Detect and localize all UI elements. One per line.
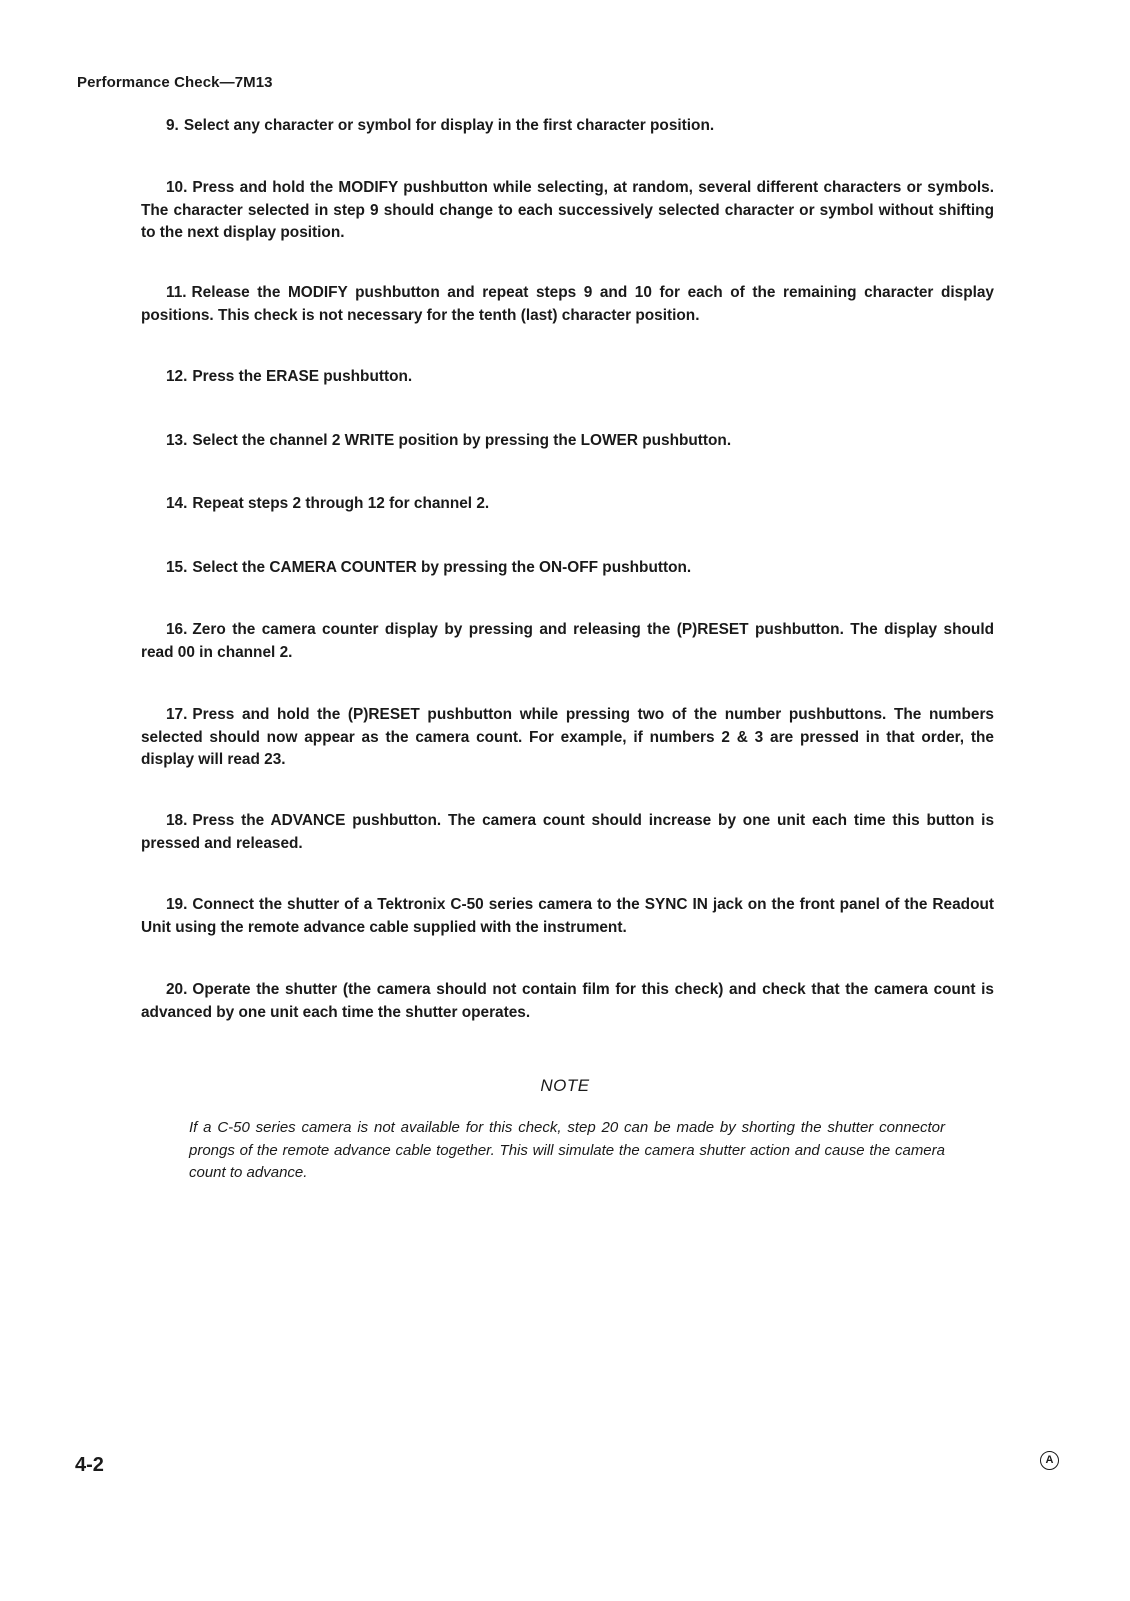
step-text: Repeat steps 2 through 12 for channel 2. — [192, 495, 490, 512]
step-number: 11. — [166, 284, 187, 301]
step-9 — [141, 115, 994, 138]
step-number: 13. — [166, 432, 188, 449]
step-text: Press and hold the MODIFY pushbutton while selecting, at random, several different characters or symbols. The character selected in step 9 should change to each successively selected character or symbol without shifting to the next display position. — [141, 179, 994, 241]
page-number: 4-2 — [75, 1454, 104, 1476]
step-number: 18. — [166, 812, 188, 829]
step-16 — [141, 619, 994, 664]
step-number: 15. — [166, 559, 188, 576]
step-number: 12. — [166, 368, 188, 385]
step-text: Zero the camera counter display by pressing and releasing the (P)RESET pushbutton. The display should read 00 in channel 2. — [141, 621, 994, 661]
step-12 — [141, 366, 994, 389]
step-11 — [141, 282, 994, 327]
step-number: 14. — [166, 495, 188, 512]
step-number: 16. — [166, 621, 188, 638]
step-text: Select any character or symbol for display in the first character position. — [183, 117, 715, 134]
step-19 — [141, 894, 994, 939]
revision-mark: A — [1040, 1451, 1059, 1470]
step-10 — [141, 177, 994, 245]
step-text: Connect the shutter of a Tektronix C-50 series camera to the SYNC IN jack on the front panel of the Readout Unit using the remote advance cable supplied with the instrument. — [141, 896, 994, 936]
note-title: NOTE — [540, 1076, 590, 1095]
step-text: Select the channel 2 WRITE position by pressing the LOWER pushbutton. — [192, 432, 732, 449]
step-20 — [141, 979, 994, 1024]
note-text: If a C-50 series camera is not available for this check, step 20 can be made by shorting the shutter connector prongs of the remote advance cable together. This will simulate the camera shutter action and cause the camera count to advance. — [189, 1119, 945, 1181]
step-17 — [141, 704, 994, 772]
step-number: 20. — [166, 981, 188, 998]
step-text: Select the CAMERA COUNTER by pressing the ON-OFF pushbutton. — [192, 559, 692, 576]
step-13 — [141, 430, 994, 453]
step-number: 9. — [166, 117, 179, 134]
step-number: 10. — [166, 179, 188, 196]
step-text: Release the MODIFY pushbutton and repeat steps 9 and 10 for each of the remaining character display positions. This check is not necessary for the tenth (last) character position. — [141, 284, 994, 324]
step-text: Press and hold the (P)RESET pushbutton while pressing two of the number pushbuttons. The numbers selected should now appear as the camera count. For example, if numbers 2 & 3 are pressed in that order, the display will read 23. — [141, 706, 994, 768]
step-text: Press the ADVANCE pushbutton. The camera count should increase by one unit each time this button is pressed and released. — [141, 812, 994, 852]
step-number: 19. — [166, 896, 188, 913]
step-text: Operate the shutter (the camera should not contain film for this check) and check that the camera count is advanced by one unit each time the shutter operates. — [141, 981, 994, 1021]
step-text: Press the ERASE pushbutton. — [192, 368, 413, 385]
step-number: 17. — [166, 706, 188, 723]
step-15 — [141, 557, 994, 580]
page-header: Performance Check—7M13 — [77, 74, 273, 91]
step-14 — [141, 493, 994, 516]
step-18 — [141, 810, 994, 855]
